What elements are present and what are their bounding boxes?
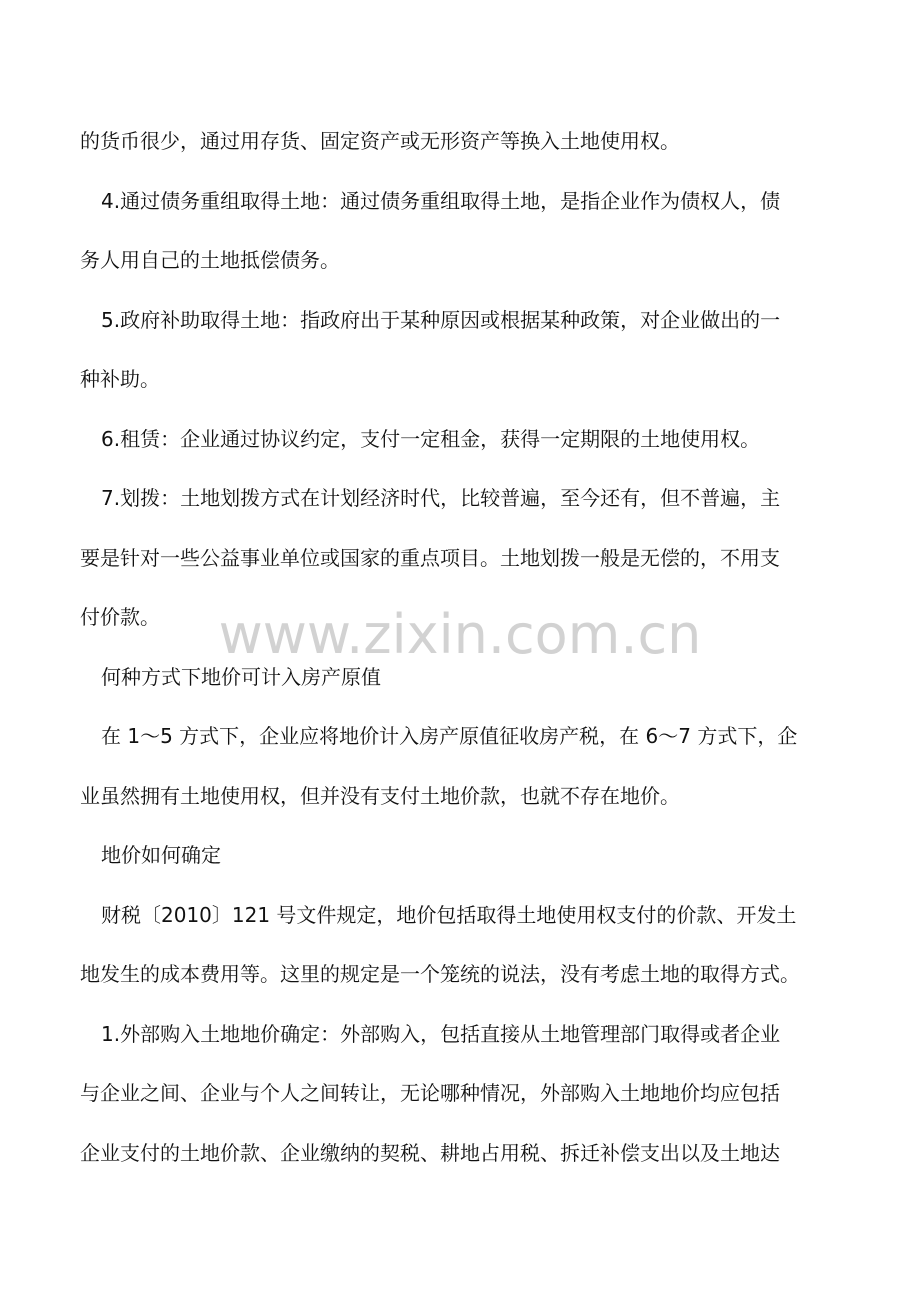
text-line: 5.政府补助取得土地：指政府出于某种原因或根据某种政策，对企业做出的一 [101,307,781,332]
text-line: 与企业之间、企业与个人之间转让，无论哪种情况，外部购入土地地价均应包括 [80,1081,780,1105]
text-line: 付价款。 [80,605,160,629]
section-heading [80,648,842,708]
text-line: 地发生的成本费用等。这里的规定是一个笼统的说法，没有考虑土地的取得方式。 [80,962,800,986]
text-line: 财税〔2010〕121 号文件规定，地价包括取得土地使用权支付的价款、开发土 [101,902,797,927]
paragraph [80,707,842,826]
text-line: 6.租赁：企业通过协议约定，支付一定租金，获得一定期限的土地使用权。 [101,426,761,451]
text-line: 种补助。 [80,367,160,391]
paragraph [80,469,842,648]
paragraph [80,172,842,291]
paragraph [80,886,842,1005]
text-line: 4.通过债务重组取得土地：通过债务重组取得土地，是指企业作为债权人，债 [101,188,781,213]
text-line: 在 1～5 方式下，企业应将地价计入房产原值征收房产税，在 6～7 方式下，企 [101,724,798,748]
text-line: 的货币很少，通过用存货、固定资产或无形资产等换入土地使用权。 [80,129,680,153]
text-line: 企业支付的土地价款、企业缴纳的契税、耕地占用税、拆迁补偿支出以及土地达 [80,1140,780,1165]
text-line: 何种方式下地价可计入房产原值 [101,664,381,689]
paragraph [80,291,842,410]
paragraph [80,410,842,470]
text-line: 1.外部购入土地地价确定：外部购入，包括直接从土地管理部门取得或者企业 [101,1021,781,1046]
text-line: 要是针对一些公益事业单位或国家的重点项目。土地划拨一般是无偿的，不用支 [80,545,780,570]
text-line: 业虽然拥有土地使用权，但并没有支付土地价款，也就不存在地价。 [80,783,680,808]
text-line: 务人用自己的土地抵偿债务。 [80,248,340,272]
paragraph [80,1005,842,1184]
document-body [80,112,842,1183]
watermark: www.zixin.com.cn [218,603,702,666]
section-heading [80,826,842,886]
text-line: 7.划拨：土地划拨方式在计划经济时代，比较普遍，至今还有，但不普遍，主 [101,486,781,510]
text-line: 地价如何确定 [101,843,221,867]
paragraph [80,112,842,172]
